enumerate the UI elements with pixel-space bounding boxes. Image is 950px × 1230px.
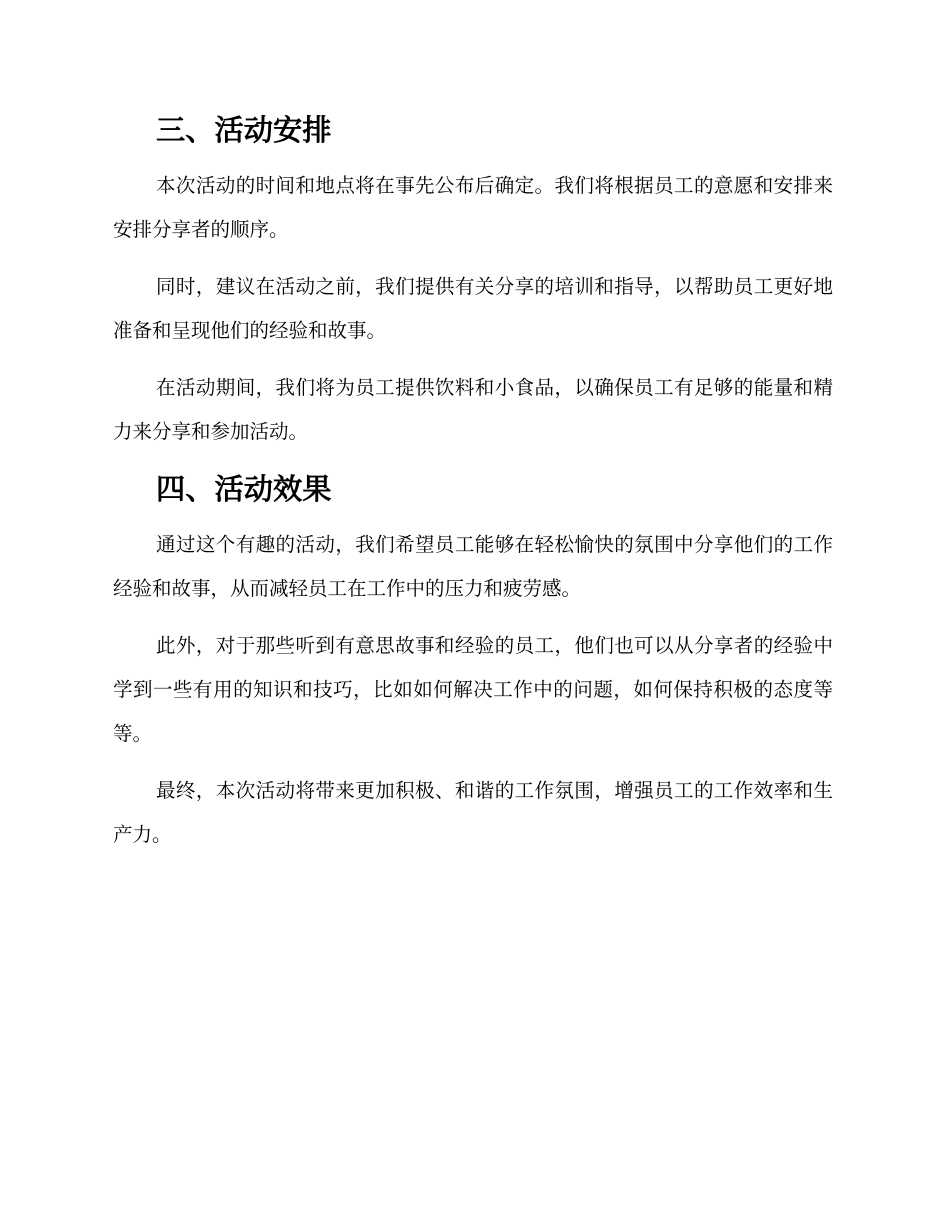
paragraph: 最终，本次活动将带来更加积极、和谐的工作氛围，增强员工的工作效率和生产力。 xyxy=(113,779,833,846)
paragraph: 本次活动的时间和地点将在事先公布后确定。我们将根据员工的意愿和安排来安排分享者的顺序。 xyxy=(113,174,833,241)
section-activity-effect xyxy=(113,467,833,857)
paragraph: 此外，对于那些听到有意思故事和经验的员工，他们也可以从分享者的经验中学到一些有用的知识和技巧，比如如何解决工作中的问题，如何保持积极的态度等等。 xyxy=(113,634,833,745)
section-activity-arrangement xyxy=(113,108,833,454)
document-page xyxy=(113,108,833,870)
paragraph: 在活动期间，我们将为员工提供饮料和小食品，以确保员工有足够的能量和精力来分享和参加活动。 xyxy=(113,376,833,443)
paragraph: 通过这个有趣的活动，我们希望员工能够在轻松愉快的氛围中分享他们的工作经验和故事，从而减轻员工在工作中的压力和疲劳感。 xyxy=(113,533,833,600)
section-heading: 四、活动效果 xyxy=(156,472,332,506)
section-heading: 三、活动安排 xyxy=(156,113,332,147)
paragraph: 同时，建议在活动之前，我们提供有关分享的培训和指导，以帮助员工更好地准备和呈现他们的经验和故事。 xyxy=(113,275,833,342)
